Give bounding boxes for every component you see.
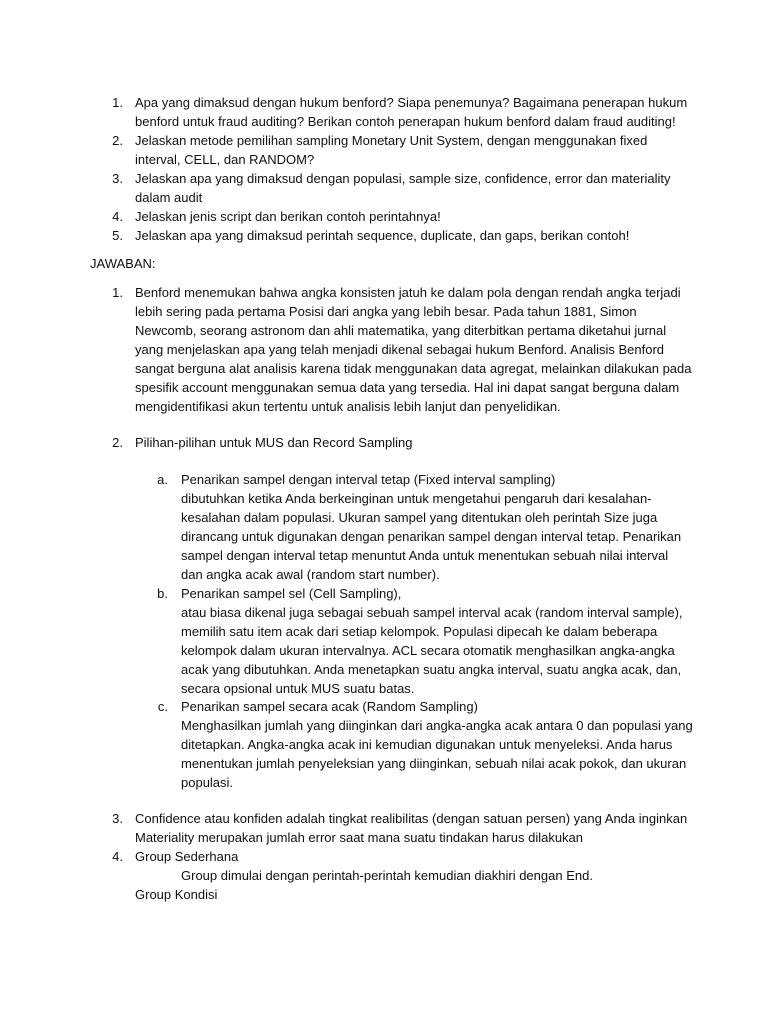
answer-text-line: Benford menemukan bahwa angka konsisten jatuh ke dalam pola dengan rendah angka terjadi (135, 285, 681, 300)
sub-item-line: Penarikan sampel sel (Cell Sampling), (181, 586, 402, 601)
question-text-line: Jelaskan apa yang dimaksud perintah sequence, duplicate, dan gaps, berikan contoh! (135, 228, 630, 243)
answer-text-line: sangat berguna alat analisis karena tidak menggunakan data agregat, melainkan dilakukan pada (135, 361, 692, 376)
answer-number: 4. (112, 849, 123, 864)
sub-item-line: sampel dengan interval tetap menuntut Anda untuk menentukan sebuah nilai interval (181, 548, 669, 563)
question-text-line: Jelaskan jenis script dan berikan contoh perintahnya! (135, 209, 441, 224)
question-text-line: Apa yang dimaksud dengan hukum benford? Siapa penemunya? Bagaimana penerapan hukum (135, 95, 688, 110)
answer-number: 2. (112, 435, 123, 450)
answer-text-line: Newcomb, seorang astronom dan ahli matematika, yang diterbitkan pertama diketahui jurnal (135, 323, 667, 338)
question-text-line: Jelaskan metode pemilihan sampling Monetary Unit System, dengan menggunakan fixed (135, 133, 648, 148)
sub-item-letter: a. (157, 472, 168, 487)
answer-number: 1. (112, 285, 123, 300)
question-number: 3. (112, 171, 123, 186)
answer-number: 3. (112, 811, 123, 826)
question-text-line: Jelaskan apa yang dimaksud dengan populasi, sample size, confidence, error dan materiality (135, 171, 671, 186)
sub-item-line: menentukan jumlah penyeleksian yang diinginkan, sebuah nilai acak pokok, dan ukuran (181, 756, 687, 771)
sub-item-line: memilih satu item acak dari setiap kelompok. Populasi dipecah ke dalam beberapa (181, 624, 658, 639)
sub-item-line: Penarikan sampel secara acak (Random Sampling) (181, 699, 478, 714)
answer-text-line: yang menjelaskan apa yang telah menjadi dikenal sebagai hukum Benford. Analisis Benford (135, 342, 665, 357)
question-number: 4. (112, 209, 123, 224)
question-text-line: benford untuk fraud auditing? Berikan contoh penerapan hukum benford dalam fraud auditing! (135, 114, 676, 129)
question-text-line: dalam audit (135, 190, 203, 205)
sub-item-line: secara opsional untuk MUS suatu batas. (181, 681, 415, 696)
sub-item-letter: b. (157, 586, 168, 601)
question-number: 1. (112, 95, 123, 110)
answer-4-next-title: Group Kondisi (135, 887, 218, 902)
question-number: 2. (112, 133, 123, 148)
answer-4-subtext: Group dimulai dengan perintah-perintah kemudian diakhiri dengan End. (181, 868, 593, 883)
answers-heading: JAWABAN: (90, 256, 156, 271)
answer-text-line: Materiality merupakan jumlah error saat mana suatu tindakan harus dilakukan (135, 830, 584, 845)
sub-item-line: populasi. (181, 775, 234, 790)
answer-text-line: lebih sering pada pertama Posisi dari angka yang lebih besar. Pada tahun 1881, Simon (135, 304, 637, 319)
answer-text-line: mengidentifikasi akun tertentu untuk analisis lebih lanjut dan penyelidikan. (135, 399, 561, 414)
sub-item-line: Menghasilkan jumlah yang diinginkan dari angka-angka acak antara 0 dan populasi yang (181, 718, 693, 733)
answer-4-title: Group Sederhana (135, 849, 239, 864)
sub-item-line: kesalahan dalam populasi. Ukuran sampel yang ditentukan oleh perintah Size juga (181, 510, 658, 525)
sub-item-line: acak yang dibutuhkan. Anda menetapkan suatu angka interval, suatu angka acak, dan, (181, 662, 682, 677)
sub-item-letter: c. (157, 699, 168, 714)
answer-text-line: spesifik account menggunakan semua data yang tersedia. Hal ini dapat sangat berguna dalam (135, 380, 680, 395)
sub-item-line: dibutuhkan ketika Anda berkeinginan untuk mengetahui pengaruh dari kesalahan- (181, 491, 652, 506)
question-text-line: interval, CELL, dan RANDOM? (135, 152, 315, 167)
sub-item-line: kelompok dalam ukuran intervalnya. ACL secara otomatik menghasilkan angka-angka (181, 643, 675, 658)
question-number: 5. (112, 228, 123, 243)
sub-item-line: dan angka acak awal (random start number). (181, 567, 440, 582)
answer-2-title: Pilihan-pilihan untuk MUS dan Record Sampling (135, 435, 413, 450)
sub-item-line: Penarikan sampel dengan interval tetap (Fixed interval sampling) (181, 472, 556, 487)
sub-item-line: dirancang untuk digunakan dengan penarikan sampel dengan interval tetap. Penarikan (181, 529, 682, 544)
sub-item-line: atau biasa dikenal juga sebagai sebuah sampel interval acak (random interval sample), (181, 605, 683, 620)
sub-item-line: ditetapkan. Angka-angka acak ini kemudian digunakan untuk menyeleksi. Anda harus (181, 737, 673, 752)
answer-text-line: Confidence atau konfiden adalah tingkat realibilitas (dengan satuan persen) yang Anda inginkan (135, 811, 688, 826)
